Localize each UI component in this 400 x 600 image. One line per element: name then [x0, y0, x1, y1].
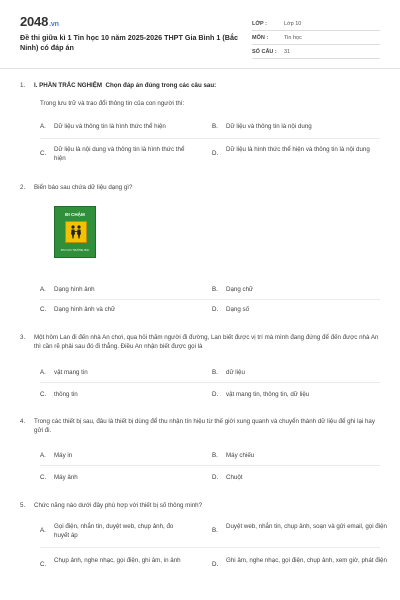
question-text: Trong lưu trữ và trao đổi thông tin của con người thì:	[40, 100, 185, 107]
site-logo[interactable]	[20, 14, 59, 29]
exam-meta	[252, 17, 380, 59]
divider	[40, 547, 380, 548]
school-zone-sign-image	[54, 206, 96, 258]
section-instruction: Chọn đáp án đúng trong các câu sau:	[105, 82, 217, 89]
logo-suffix: .vn	[49, 21, 59, 28]
page-title: Đề thi giữa kì 1 Tin học 10 năm 2025-2026 THPT Gia Bình 1 (Bắc Ninh) có đáp án	[20, 33, 238, 52]
question-text: Một hôm Lan đi đến nhà An chơi, qua hỏi thăm người đi đường, Lan biết được vị trí mà mình đang đứng để đến được nhà An thì cần rẽ phải sau đó đi thẳng. Điều An nhận biết được gọi là	[34, 334, 379, 350]
question-text: Trong các thiết bị sau, đâu là thiết bị dùng để thu nhận tín hiệu từ thế giới xung quanh và chuyển thành dữ liệu để ghi lại hay gửi đi.	[34, 418, 375, 434]
section-title: I. PHẦN TRẮC NGHIỆM	[34, 82, 103, 89]
header-divider	[0, 68, 400, 69]
question-text: Biển báo sau chứa dữ liệu dạng gì?	[34, 184, 133, 191]
page-header	[0, 0, 400, 64]
section-heading	[34, 82, 380, 91]
meta-class: LỚP : Lớp 10	[252, 17, 380, 31]
school-children-icon	[65, 221, 87, 243]
divider	[40, 465, 380, 466]
logo-number: 2048	[20, 14, 49, 29]
question-text: Chức năng nào dưới đây phù hợp với thiết bị số thông minh?	[34, 502, 203, 509]
meta-question-count: SỐ CÂU : 31	[252, 45, 380, 59]
meta-subject: MÔN : Tin học	[252, 31, 380, 45]
divider	[40, 382, 380, 383]
divider	[40, 299, 380, 300]
question-number: 1.	[20, 82, 26, 89]
divider	[40, 138, 380, 139]
sign-heading: ĐI CHẬM	[65, 212, 85, 217]
sign-caption: KHU VỰC TRƯỜNG HỌC	[60, 249, 90, 252]
